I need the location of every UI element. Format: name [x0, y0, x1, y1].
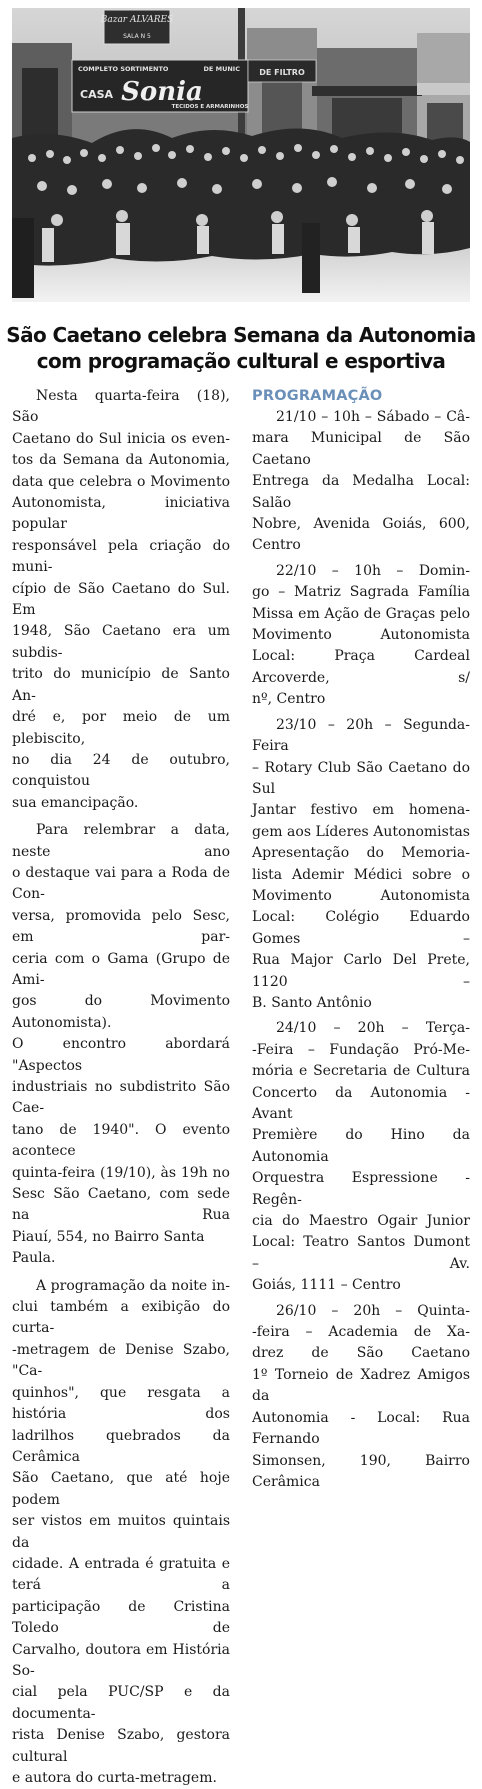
text-line: Nesta quarta-feira (18), São — [12, 388, 230, 426]
text-line: gem aos Líderes Autonomistas — [252, 823, 470, 840]
text-line: Piauí, 554, no Bairro Santa Paula. — [12, 1228, 205, 1267]
text-line: Concerto da Autonomia - Avant — [252, 1084, 470, 1122]
text-line: quinta-feira (19/10), às 19h no — [12, 1164, 230, 1181]
text-line: industriais no subdistrito São Cae- — [12, 1079, 230, 1117]
text-line: cípio de São Caetano do Sul. Em — [12, 580, 230, 619]
text-line: 23/10 – 20h – Segunda-Feira — [252, 716, 470, 755]
event-item — [252, 715, 470, 1015]
text-line: drez de São Caetano — [252, 1345, 470, 1362]
text-line: Rua Major Carlo Del Prete, 1120 – — [252, 952, 470, 990]
programacao-column — [252, 386, 470, 1497]
text-line: Jantar festivo em homena- — [252, 802, 470, 819]
sign-shop-right-text: DE FILTRO — [259, 68, 305, 77]
text-line: cial pela PUC/SP e da documenta- — [12, 1684, 230, 1722]
text-line: lista Ademir Médici sobre o — [252, 866, 470, 883]
crowd-photo-illustration — [12, 8, 470, 302]
sign-sub-text: SALA N 5 — [123, 33, 151, 40]
text-line: cia do Maestro Ogair Junior — [252, 1213, 470, 1230]
text-line: -Feira – Fundação Pró-Me- — [252, 1041, 470, 1058]
text-line: tano de 1940". O evento acontece — [12, 1121, 230, 1160]
text-line: tos da Semana da Autonomia, — [12, 452, 230, 469]
text-line: Goiás, 1111 – Centro — [252, 1277, 401, 1294]
programacao-heading: PROGRAMAÇÃO — [252, 388, 383, 404]
text-line: Carvalho, doutora em História So- — [12, 1641, 230, 1679]
text-line: rista Denise Szabo, gestora cultural — [12, 1727, 230, 1765]
sign-casa-text: CASA — [80, 88, 114, 101]
text-line: Entrega da Medalha Local: Salão — [252, 473, 470, 511]
text-line: 1948, São Caetano era um subdis- — [12, 623, 230, 661]
text-line: O encontro abordará "Aspectos — [12, 1036, 230, 1074]
text-line: sua emancipação. — [12, 794, 139, 811]
text-line: Movimento Autonomista — [252, 627, 470, 644]
text-line: Missa em Ação de Graças pelo — [252, 605, 470, 622]
text-line: 1º Torneio de Xadrez Amigos da — [252, 1366, 470, 1405]
text-line: nº, Centro — [252, 691, 326, 708]
article-body — [12, 386, 230, 1789]
text-line: Caetano do Sul inicia os even- — [12, 430, 230, 447]
text-line: Simonsen, 190, Bairro Cerâmica — [252, 1452, 470, 1490]
text-line: Local: Praça Cardeal Arcoverde, s/ — [252, 648, 470, 686]
event-list — [252, 407, 470, 1493]
text-line: trito do município de Santo An- — [12, 666, 230, 704]
sign-sonia-text: Sonia — [121, 77, 203, 107]
text-line: versa, promovida pelo Sesc, em par- — [12, 907, 230, 946]
text-line: mara Municipal de São Caetano — [252, 430, 470, 468]
text-line: 22/10 – 10h – Domin- — [276, 562, 470, 579]
text-line: Orquestra Espressione - Regên- — [252, 1170, 470, 1208]
article-paragraph — [12, 820, 230, 1270]
text-line: Première do Hino da Autonomia — [252, 1127, 470, 1165]
text-line: São Caetano, que até hoje podem — [12, 1470, 230, 1508]
text-line: B. Santo Antônio — [252, 994, 372, 1011]
text-line: – Rotary Club São Caetano do Sul — [252, 759, 470, 797]
text-line: Nobre, Avenida Goiás, 600, Centro — [252, 516, 470, 554]
text-line: no dia 24 de outubro, conquistou — [12, 751, 230, 790]
text-line: go – Matriz Sagrada Família — [252, 584, 470, 601]
sign-top-text: Bazar ALVARES — [100, 15, 174, 25]
sign-tecidos-text: TECIDOS E ARMARINHOS — [171, 104, 249, 110]
text-line: -metragem de Denise Szabo, "Ca- — [12, 1341, 230, 1380]
text-line: Local: Colégio Eduardo Gomes – — [252, 909, 470, 947]
historic-photo — [12, 8, 470, 302]
text-line: 26/10 – 20h – Quinta- — [276, 1302, 470, 1319]
event-item — [252, 1018, 470, 1296]
text-line: Autonomia - Local: Rua Fernando — [252, 1409, 470, 1448]
text-line: quinhos", que resgata a história dos — [12, 1384, 230, 1423]
text-line: clui também a exibição do curta- — [12, 1299, 230, 1337]
text-line: Autonomista, iniciativa popular — [12, 495, 230, 533]
text-line: gos do Movimento Autonomista). — [12, 993, 230, 1031]
text-line: Sesc São Caetano, com sede na Rua — [12, 1186, 230, 1224]
text-line: Local: Teatro Santos Dumont – Av. — [252, 1234, 470, 1272]
text-line: A programação da noite in- — [36, 1277, 230, 1294]
text-line: 24/10 – 20h – Terça- — [276, 1020, 470, 1037]
sign-munic-text: DE MUNIC — [203, 65, 240, 73]
headline-line-1: São Caetano celebra Semana da Autonomia — [6, 323, 476, 347]
text-line: data que celebra o Movimento — [12, 473, 230, 490]
text-line: Movimento Autonomista — [252, 887, 470, 904]
text-line: e autora do curta-metragem. — [12, 1770, 217, 1786]
text-line: 21/10 – 10h – Sábado – Câ- — [276, 409, 470, 425]
text-line: responsável pela criação do muni- — [12, 537, 230, 576]
text-line: cidade. A entrada é gratuita e terá a — [12, 1555, 230, 1594]
article-paragraph — [12, 386, 230, 814]
event-item — [252, 1301, 470, 1494]
text-line: participação de Cristina Toledo de — [12, 1598, 230, 1637]
event-item — [252, 561, 470, 711]
text-line: ser vistos em muitos quintais da — [12, 1513, 230, 1551]
text-line: ladrilhos quebrados da Cerâmica — [12, 1427, 230, 1465]
text-line: -feira – Academia de Xa- — [252, 1324, 470, 1341]
text-line: ceria com o Gama (Grupo de Ami- — [12, 950, 230, 988]
text-line: Apresentação do Memoria- — [252, 845, 470, 862]
text-line: dré e, por meio de um plebiscito, — [12, 709, 230, 747]
text-line: o destaque vai para a Roda de Con- — [12, 864, 230, 903]
text-line: Para relembrar a data, neste ano — [12, 822, 230, 860]
text-line: mória e Secretaria de Cultura — [252, 1063, 470, 1080]
event-item — [252, 407, 470, 557]
sign-shop-left-text: COMPLETO SORTIMENTO — [78, 65, 169, 73]
article-paragraph — [12, 1276, 230, 1789]
headline-line-2: com programação cultural e esportiva — [36, 349, 446, 373]
